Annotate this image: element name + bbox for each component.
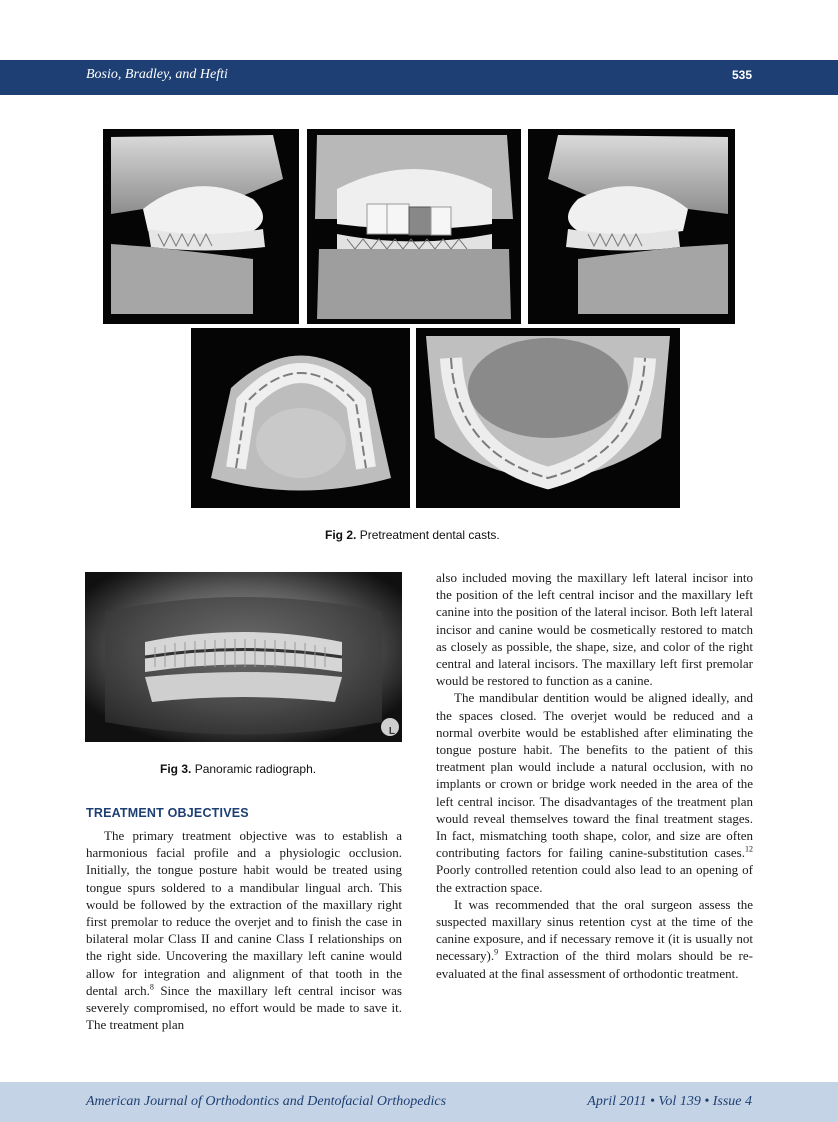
radiograph-side-marker: L: [388, 726, 395, 737]
cast-photo-maxillary-occlusal: [191, 328, 410, 508]
cast-photo-mandibular-occlusal: [416, 328, 680, 508]
figure-3-caption: [160, 762, 316, 776]
paragraph-text: The mandibular dentition would be aligned ideally, and the spaces closed. The overjet would be reduced and a normal overbite would be established after eliminating the tongue posture habit. The benefits to the patient of this treatment plan would include a natural occlusion, with no implants or crown or bridge work needed in the area of the left central incisor. The disadvantages of the treatment plan would reveal themselves toward the final treatment stages. In fact, mismatching tooth shape, color, and size are often contributing factors for failing canine-substitution cases.: [436, 690, 753, 861]
paragraph: [86, 827, 402, 1033]
header-authors: Bosio, Bradley, and Hefti: [86, 67, 228, 82]
paragraph-text: Poorly controlled retention could also lead to an opening of the extraction space.: [436, 862, 753, 895]
section-heading: TREATMENT OBJECTIVES: [86, 806, 249, 820]
right-text-column: [436, 569, 753, 982]
figure-2-caption-text: Pretreatment dental casts.: [359, 528, 500, 542]
paragraph: [436, 896, 753, 982]
paragraph: [436, 689, 753, 895]
citation-ref: 9: [494, 948, 499, 958]
paragraph-text: It was recommended that the oral surgeon assess the suspected maxillary sinus retention cyst at the time of the canine exposure, and if necessary remove it (it is usually not necessary).: [436, 896, 753, 964]
paragraph-text: The primary treatment objective was to establish a harmonious facial profile and a physiologic occlusion. Initially, the tongue posture habit would be treated using tongue spurs soldered to a mandibular lingual arch. This would be followed by the extraction of the maxillary right first premolar to reduce the overjet and to finish the case in bilateral molar Class II and canine Class I relationships on the right side. Uncovering the maxillary left canine would allow for integration and alignment of that tooth in the dental arch.: [86, 828, 402, 998]
left-text-column: [86, 827, 402, 1033]
issue-info: April 2011 • Vol 139 • Issue 4: [587, 1094, 752, 1109]
paragraph: [436, 569, 753, 689]
paragraph-text: also included moving the maxillary left lateral incisor into the position of the left central incisor and the maxillary left canine into the position of the lateral incisor. Both left lateral incisor and canine would be cosmetically restored to match as closely as possible, the shape, size, and color of the right central and lateral incisors. The maxillary left first premolar would be restored to function as a canine.: [436, 570, 753, 689]
cast-photo-frontal: [307, 129, 521, 324]
running-header: [0, 60, 838, 95]
journal-name: American Journal of Orthodontics and Dentofacial Orthopedics: [86, 1094, 447, 1109]
figure-3-caption-text: Panoramic radiograph.: [194, 762, 317, 776]
citation-ref: 12: [745, 844, 753, 854]
page-number: 535: [731, 68, 752, 82]
running-footer: [0, 1082, 838, 1122]
citation-ref: 8: [149, 982, 154, 992]
cast-photo-left-lateral: [528, 129, 735, 324]
paragraph-text: Extraction of the third molars should be re-evaluated at the final assessment of orthodontic treatment.: [436, 948, 753, 981]
cast-photo-right-lateral: [103, 129, 299, 324]
figure-2-caption: [325, 528, 500, 542]
paragraph-text: Since the maxillary left central incisor was severely compromised, no effort would be made to save it. The treatment plan: [86, 982, 402, 1033]
figure-2-label: Fig 2.: [325, 528, 357, 542]
panoramic-radiograph: [85, 572, 402, 742]
figure-3-label: Fig 3.: [160, 762, 192, 776]
